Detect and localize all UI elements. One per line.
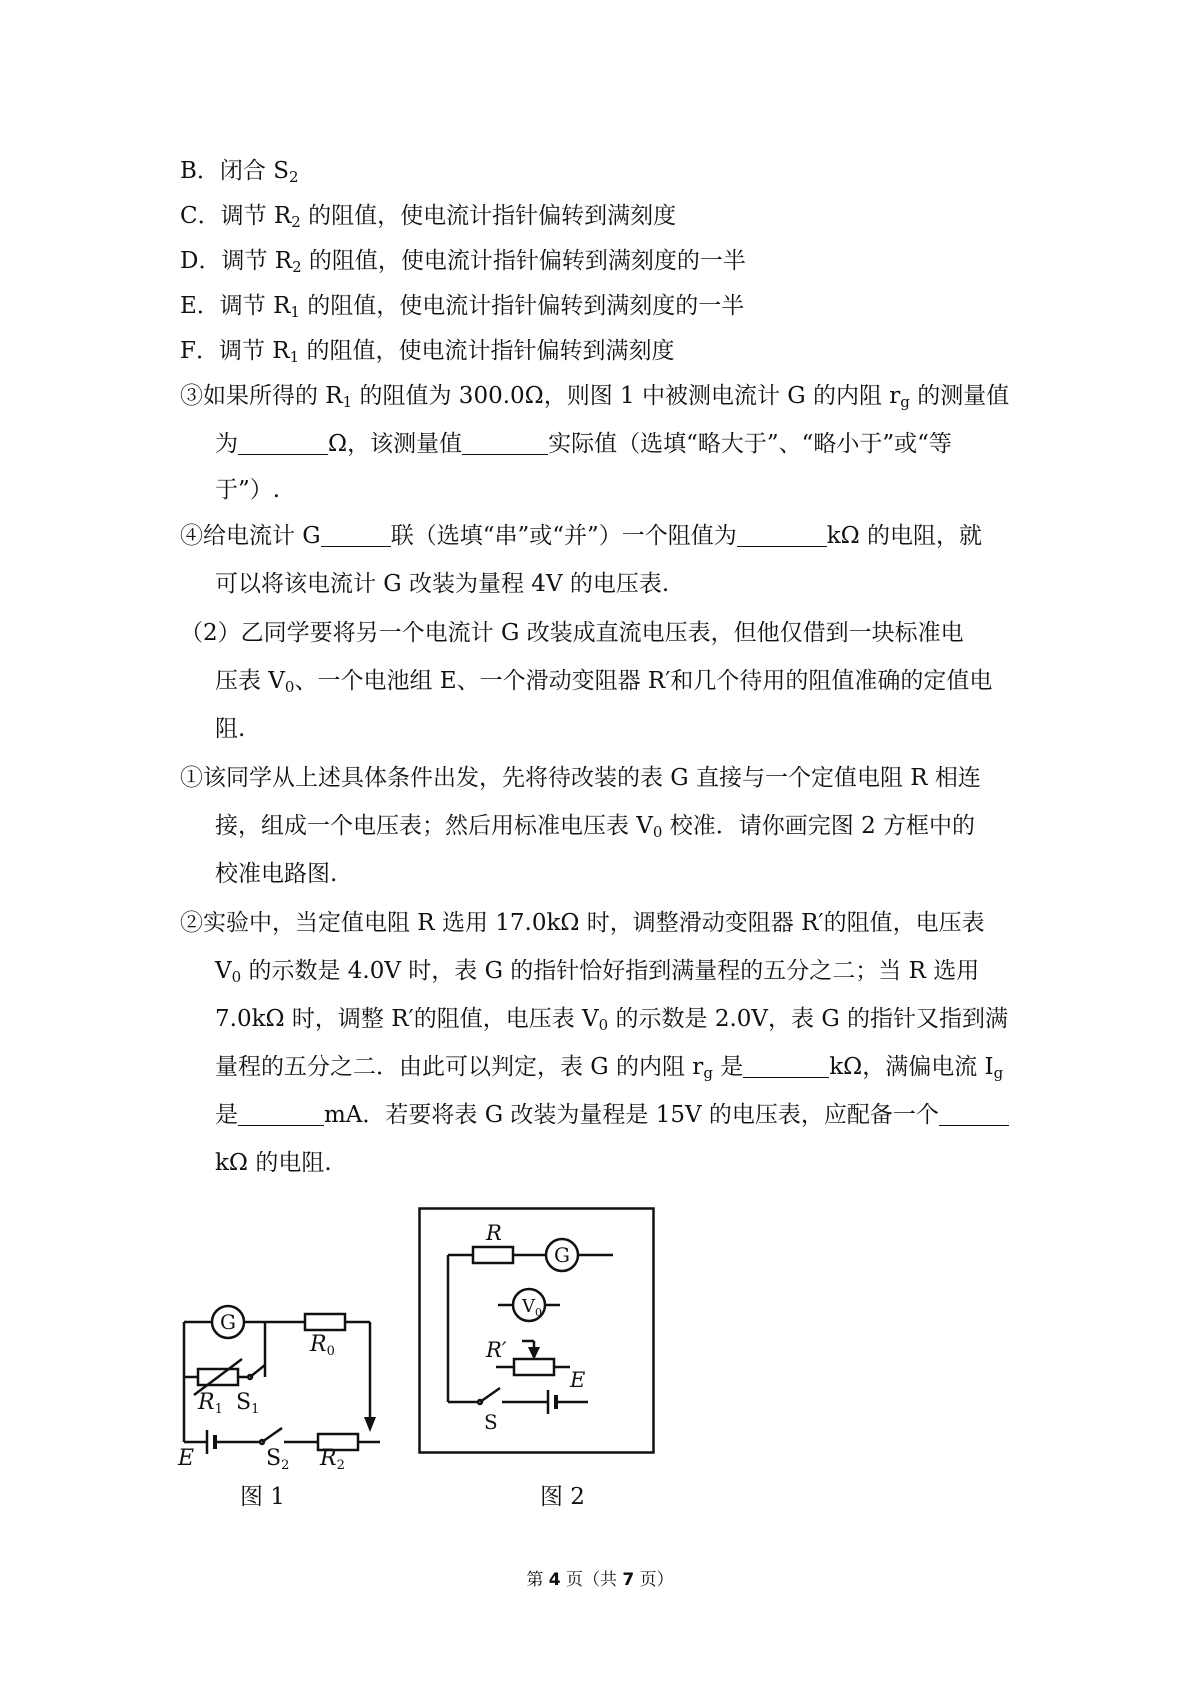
- sub-1-line2: 接，组成一个电压表；然后用标准电压表 $V_0$ 校准．请你画完图 2 方框中的: [215, 813, 976, 841]
- question-3-line1: ③如果所得的 $R_1$ 的阻值为 300.0Ω，则图 1 中被测电流计 G 的内阻 $r_g$ 的测量值: [180, 383, 1010, 411]
- svg-text:R1: R1: [198, 1390, 223, 1417]
- sub-2-line3: 7.0kΩ 时，调整 R′的阻值，电压表 $V_0$ 的示数是 2.0V，表 G 的指针又指到满: [215, 1006, 1009, 1034]
- figure-2-circuit: [418, 1207, 655, 1454]
- sub-2-line6: kΩ 的电阻.: [215, 1150, 332, 1176]
- svg-text:R: R: [486, 1221, 502, 1245]
- svg-text:R′: R′: [486, 1338, 507, 1362]
- svg-text:V0: $V_0$: [522, 1296, 542, 1319]
- sub-1-line3: 校准电路图.: [215, 861, 338, 887]
- question-4-line1: ④给电流计 G 联（选填“串”或“并”）一个阻值为 kΩ 的电阻，就: [180, 523, 983, 549]
- part-2-line3: 阻.: [215, 716, 246, 742]
- answer-blank: [238, 1103, 324, 1126]
- line-c: C．调节 $R_2$ 的阻值，使电流计指针偏转到满刻度: [180, 203, 677, 231]
- svg-text:G: G: [554, 1243, 570, 1267]
- sub-1-line1: ①该同学从上述具体条件出发，先将待改装的表 G 直接与一个定值电阻 R 相连: [180, 765, 981, 791]
- svg-text:R2: R2: [320, 1446, 345, 1473]
- line-d: D．调节 $R_2$ 的阻值，使电流计指针偏转到满刻度的一半: [180, 248, 746, 276]
- figure-1-circuit: [170, 1285, 410, 1473]
- svg-text:S1: S1: [236, 1390, 260, 1417]
- figure-2-caption: 图 2: [540, 1484, 585, 1510]
- line-e: E．调节 $R_1$ 的阻值，使电流计指针偏转到满刻度的一半: [180, 293, 745, 321]
- figure-1-caption: 图 1: [240, 1484, 285, 1510]
- line-f: F．调节 $R_1$ 的阻值，使电流计指针偏转到满刻度: [180, 338, 675, 366]
- svg-text:E: E: [178, 1446, 195, 1471]
- figure-2-frame: [420, 1209, 654, 1453]
- answer-blank: [737, 524, 827, 547]
- rheostat-rprime: [514, 1359, 554, 1375]
- question-3-line3: 于”）.: [215, 477, 281, 503]
- page-footer: 第 4 页（共 7 页）: [526, 1570, 674, 1590]
- question-4-line2: 可以将该电流计 G 改装为量程 4V 的电压表.: [215, 571, 670, 597]
- resistor-r0: [305, 1314, 345, 1330]
- part-2-line2: 压表 $V_0$、一个电池组 E、一个滑动变阻器 R′和几个待用的阻值准确的定值电: [215, 668, 993, 696]
- resistor-r: [473, 1247, 513, 1263]
- question-3-line2: 为 Ω，该测量值 实际值（选填“略大于”、“略小于”或“等: [215, 431, 952, 457]
- answer-blank: [939, 1103, 1009, 1126]
- sub-2-line1: ②实验中，当定值电阻 R 选用 17.0kΩ 时，调整滑动变阻器 R′的阻值，电压表: [180, 910, 985, 936]
- answer-blank: [743, 1055, 829, 1078]
- svg-text:S2: S2: [266, 1446, 290, 1473]
- answer-blank: [462, 432, 548, 455]
- svg-text:S: S: [484, 1410, 498, 1434]
- part-2-line1: （2）乙同学要将另一个电流计 G 改装成直流电压表，但他仅借到一块标准电: [180, 620, 964, 646]
- svg-text:E: E: [570, 1368, 586, 1392]
- sub-2-line4: 量程的五分之二．由此可以判定，表 G 的内阻 $r_g$ 是 kΩ，满偏电流 $I_g$: [215, 1054, 1004, 1082]
- line-b: B．闭合 $S_2$: [180, 158, 299, 186]
- svg-text:G: G: [220, 1310, 236, 1334]
- answer-blank: [238, 432, 328, 455]
- sub-2-line2: $V_0$ 的示数是 4.0V 时，表 G 的指针恰好指到满量程的五分之二；当 R 选用: [215, 958, 980, 986]
- svg-text:R0: R0: [310, 1332, 335, 1359]
- rheostat-r2-slider: [364, 1417, 376, 1432]
- answer-blank: [321, 524, 391, 547]
- sub-2-line5: 是 mA．若要将表 G 改装为量程是 15V 的电压表，应配备一个: [215, 1099, 1009, 1131]
